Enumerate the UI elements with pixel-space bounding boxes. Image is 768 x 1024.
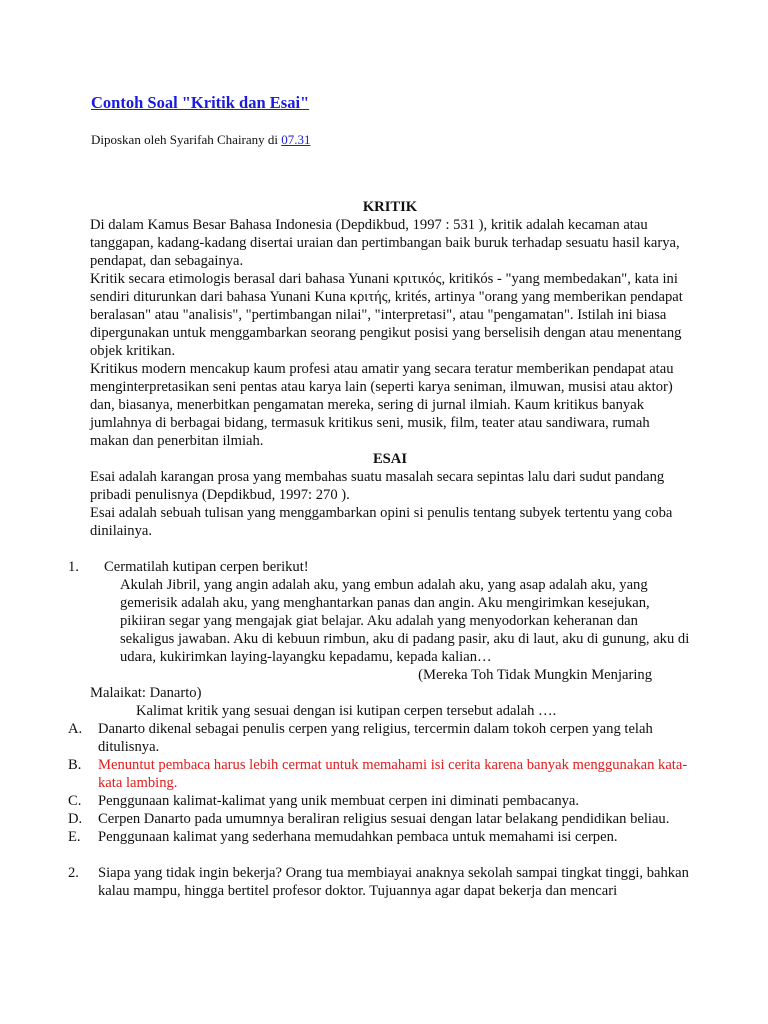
byline-author: Diposkan oleh Syarifah Chairany di [91, 132, 282, 147]
option-text: Penggunaan kalimat-kalimat yang unik membuat cerpen ini diminati pembacanya. [98, 793, 580, 809]
option-text: Danarto dikenal sebagai penulis cerpen yang religius, tercermin dalam tokoh cerpen yang telah ditulisnya. [98, 721, 653, 755]
article-body [68, 198, 690, 900]
option-label: A. [68, 721, 83, 737]
quote-text: Akulah Jibril, yang angin adalah aku, yang embun adalah aku, yang asap adalah aku, yang gemerisik adalah aku, yang menghantarkan panas dan angin. Aku mengirimkan kesejukan, pikiiran segar yang mengajak giat belajar. Aku adalah yang menyodorkan keheranan dan sekaligus jawaban. Aku di kebuun rimbun, aku di padang pasir, aku di laut, aku di gunung, aku di udara, kukirimkan laying-layangku kepadamu, kepada kalian… [120, 577, 690, 665]
option-c[interactable] [68, 792, 690, 810]
question-text: Kalimat kritik yang sesuai dengan isi kutipan cerpen tersebut adalah …. [136, 703, 557, 719]
quote-source-line-2: Malaikat: Danarto) [90, 685, 202, 701]
question-prompt: Cermatilah kutipan cerpen berikut! [104, 559, 309, 575]
kritik-paragraph-1: Di dalam Kamus Besar Bahasa Indonesia (Depdikbud, 1997 : 531 ), kritik adalah kecaman atau tanggapan, kadang-kadang disertai uraian dan pertimbangan baik buruk terhadap sesuatu hasil karya, pendapat, dan sebagainya. [90, 217, 680, 269]
kritik-paragraph-3: Kritikus modern mencakup kaum profesi atau amatir yang secara teratur memberikan pendapat atau menginterpretasikan seni pentas atau karya lain (seperti karya seniman, ilmuwan, musisi atau aktor) dan, biasanya, menerbitkan pengamatan mereka, sering di jurnal ilmiah. Kaum kritikus banyak jumlahnya di berbagai bidang, termasuk kritikus seni, musik, film, teater atau sandiwara, rumah makan dan penerbitan ilmiah. [90, 361, 674, 449]
quote-source-line-1: (Mereka Toh Tidak Mungkin Menjaring [418, 667, 652, 683]
option-text: Menuntut pembaca harus lebih cermat untuk memahami isi cerita karena banyak menggunakan kata-kata lambing. [98, 757, 688, 791]
question-number: 1. [68, 559, 79, 575]
option-label: E. [68, 829, 81, 845]
option-a[interactable] [68, 720, 690, 756]
question-2 [68, 864, 690, 900]
post-time-link[interactable]: 07.31 [281, 132, 311, 147]
question-1 [68, 558, 690, 576]
option-b[interactable] [68, 756, 690, 792]
option-label: D. [68, 811, 83, 827]
byline [91, 131, 311, 149]
esai-heading: ESAI [372, 451, 408, 467]
post-title[interactable]: Contoh Soal "Kritik dan Esai" [91, 93, 310, 112]
kritik-paragraph-2: Kritik secara etimologis berasal dari bahasa Yunani κριτικός, kritikós - "yang membedakan", kata ini sendiri diturunkan dari bahasa Yunani Kuna κριτής, krités, artinya "orang yang memberikan pendapat beralasan" atau "analisis", "pertimbangan nilai", "interpretasi", atau "pengamatan". Istilah ini biasa dipergunakan untuk menggambarkan seorang pengikut posisi yang berselisih dengan atau menentang objek kritikan. [90, 271, 683, 359]
kritik-heading: KRITIK [362, 199, 418, 215]
option-text: Cerpen Danarto pada umumnya beraliran religius sesuai dengan latar belakang pendidikan beliau. [98, 811, 670, 827]
question-number: 2. [68, 865, 79, 881]
option-label: B. [68, 757, 82, 773]
option-text: Penggunaan kalimat yang sederhana memudahkan pembaca untuk memahami isi cerpen. [98, 829, 618, 845]
question-list [68, 558, 690, 900]
option-d[interactable] [68, 810, 690, 828]
esai-paragraph-2: Esai adalah sebuah tulisan yang menggambarkan opini si penulis tentang subyek tertentu yang coba dinilainya. [90, 505, 673, 539]
question-prompt: Siapa yang tidak ingin bekerja? Orang tua membiayai anaknya sekolah sampai tingkat tinggi, bahkan kalau mampu, hingga bertitel profesor doktor. Tujuannya agar dapat bekerja dan mencari [98, 865, 689, 899]
option-label: C. [68, 793, 82, 809]
cerpen-quote [68, 576, 690, 666]
option-e[interactable] [68, 828, 690, 846]
esai-paragraph-1: Esai adalah karangan prosa yang membahas suatu masalah secara sepintas lalu dari sudut pandang pribadi penulisnya (Depdikbud, 1997: 270 ). [90, 469, 665, 503]
